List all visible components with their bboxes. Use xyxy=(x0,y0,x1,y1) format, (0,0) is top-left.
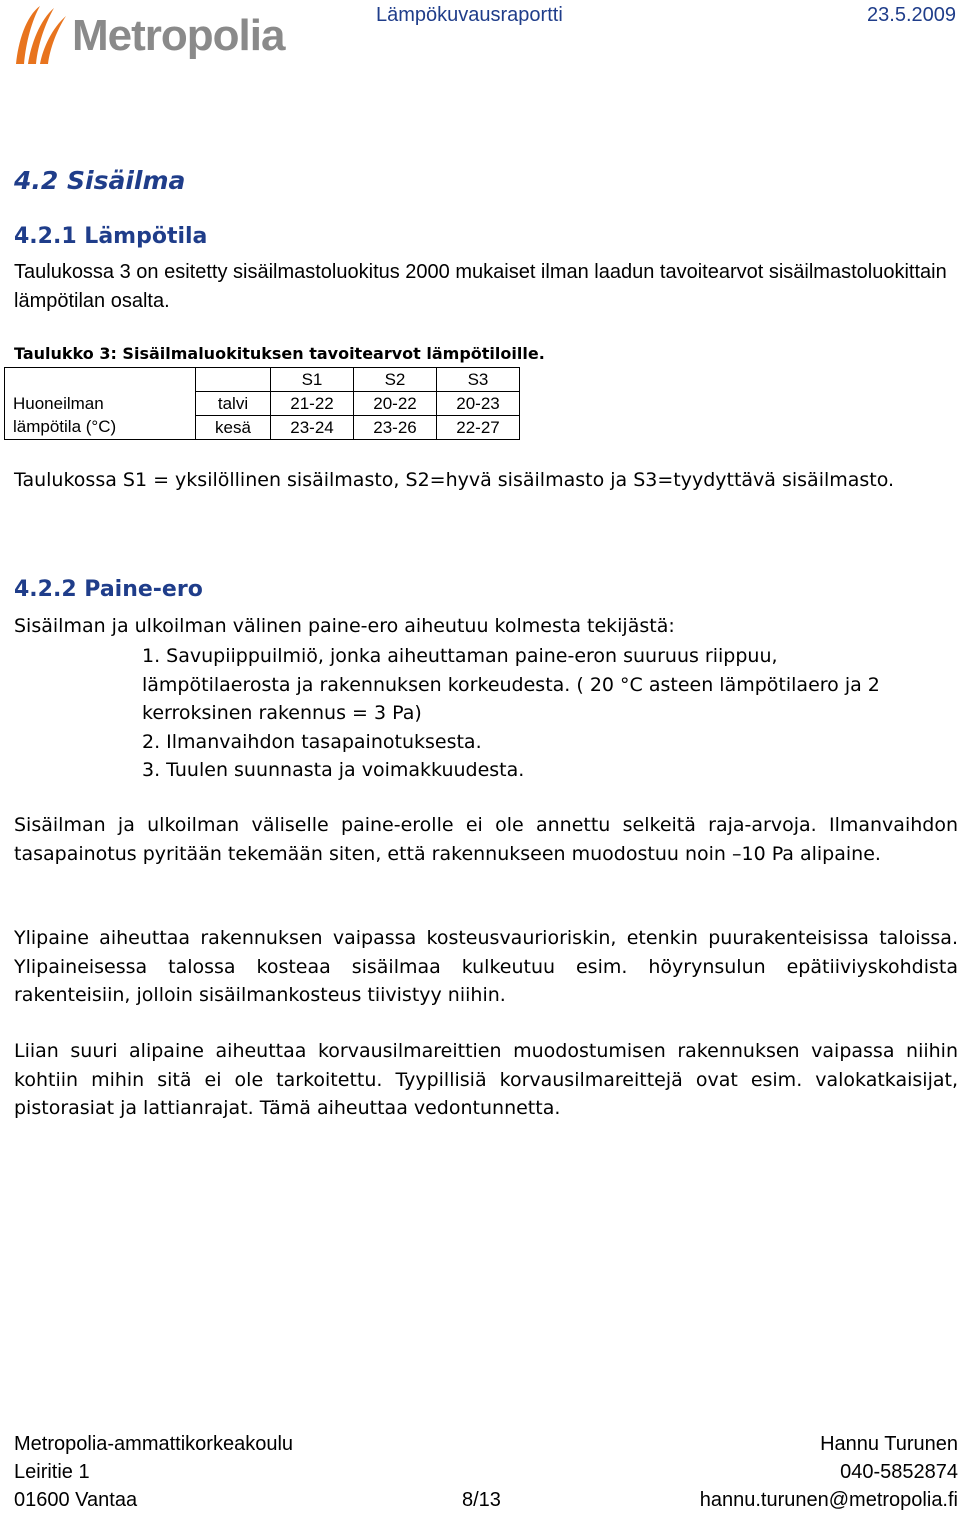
report-date: 23.5.2009 xyxy=(867,4,956,26)
table-cell: 20-22 xyxy=(354,392,437,416)
paragraph-overpressure: Ylipaine aiheuttaa rakennuksen vaipassa kosteusvaurioriskin, etenkin puurakenteisissa taloissa. Ylipaineisessa talossa kosteaa sisäilmaa kulkeutuu esim. höyrynsulun epätiiviyskohdista rakenteisiin, jolloin sisäilmankosteus tiivistyy niihin. xyxy=(14,927,958,1006)
footer-contact xyxy=(700,1430,958,1514)
list-item: kerroksinen rakennus = 3 Pa) xyxy=(142,702,422,724)
report-title: Lämpökuvausraportti xyxy=(376,4,563,26)
table-row xyxy=(5,392,520,416)
table-cell: 23-24 xyxy=(271,416,354,440)
logo-wordmark: Metropolia xyxy=(72,11,285,60)
row-label: Huoneilman xyxy=(5,392,196,416)
column-header: S3 xyxy=(437,368,520,392)
footer-org: Metropolia-ammattikorkeakoulu xyxy=(14,1433,294,1455)
footer-street: Leiritie 1 xyxy=(14,1461,90,1483)
table-row xyxy=(5,416,520,440)
subsection-heading-pressure: 4.2.2 Paine-ero xyxy=(14,577,203,602)
list-item: lämpötilaerosta ja rakennuksen korkeudesta. ( 20 °C asteen lämpötilaero ja 2 xyxy=(142,673,880,696)
section-heading: 4.2 Sisäilma xyxy=(14,166,186,195)
table-cell: 22-27 xyxy=(437,416,520,440)
column-header: S1 xyxy=(271,368,354,392)
logo-flame-icon xyxy=(10,2,70,66)
page-number: 8/13 xyxy=(462,1489,501,1511)
footer-email[interactable]: hannu.turunen@metropolia.fi xyxy=(699,1489,958,1511)
season-cell: talvi xyxy=(196,392,271,416)
pressure-intro: Sisäilman ja ulkoilman välinen paine-ero aiheutuu kolmesta tekijästä: xyxy=(14,615,675,637)
table-note: Taulukossa S1 = yksilöllinen sisäilmasto, S2=hyvä sisäilmasto ja S3=tyydyttävä sisäilmasto. xyxy=(14,469,895,491)
list-item: 1. Savupiippuilmiö, jonka aiheuttaman paine-eron suuruus riippuu, xyxy=(142,645,778,667)
table-header-row xyxy=(5,368,520,392)
metropolia-logo xyxy=(10,2,300,66)
pressure-factors-list xyxy=(142,642,958,785)
season-cell: kesä xyxy=(196,416,271,440)
column-header: S2 xyxy=(354,368,437,392)
paragraph-pressure-limits: Sisäilman ja ulkoilman väliselle paine-erolle ei ole annettu selkeitä raja-arvoja. Ilmanvaihdon tasapainotus pyritään tekemään siten, että rakennukseen muodostuu noin –10 Pa alipaine. xyxy=(14,814,958,865)
footer-address xyxy=(14,1430,293,1514)
row-label: lämpötila (°C) xyxy=(5,416,196,440)
subsection-heading-temperature: 4.2.1 Lämpötila xyxy=(14,224,208,249)
temperature-intro: Taulukossa 3 on esitetty sisäilmastoluokitus 2000 mukaiset ilman laadun tavoitearvot sisäilmastoluokittain lämpötilan osalta. xyxy=(14,261,947,312)
table-caption: Taulukko 3: Sisäilmaluokituksen tavoitearvot lämpötiloille. xyxy=(14,344,545,363)
table-cell: 20-23 xyxy=(437,392,520,416)
list-item: 2. Ilmanvaihdon tasapainotuksesta. xyxy=(142,730,482,753)
footer-city: 01600 Vantaa xyxy=(14,1489,138,1511)
paragraph-underpressure: Liian suuri alipaine aiheuttaa korvausilmareittien muodostumisen rakennuksen vaipassa niihin kohtiin mihin sitä ei ole tarkoitettu. Tyypillisiä korvausilmareittejä ovat esim. valokatkaisijat, pistorasiat ja lattianrajat. Tämä aiheuttaa vedontunnetta. xyxy=(14,1040,958,1119)
list-item: 3. Tuulen suunnasta ja voimakkuudesta. xyxy=(142,759,525,781)
footer-phone: 040-5852874 xyxy=(840,1461,958,1483)
footer-name: Hannu Turunen xyxy=(820,1433,958,1455)
temperature-table xyxy=(4,367,520,440)
table-cell: 23-26 xyxy=(354,416,437,440)
table-cell: 21-22 xyxy=(271,392,354,416)
